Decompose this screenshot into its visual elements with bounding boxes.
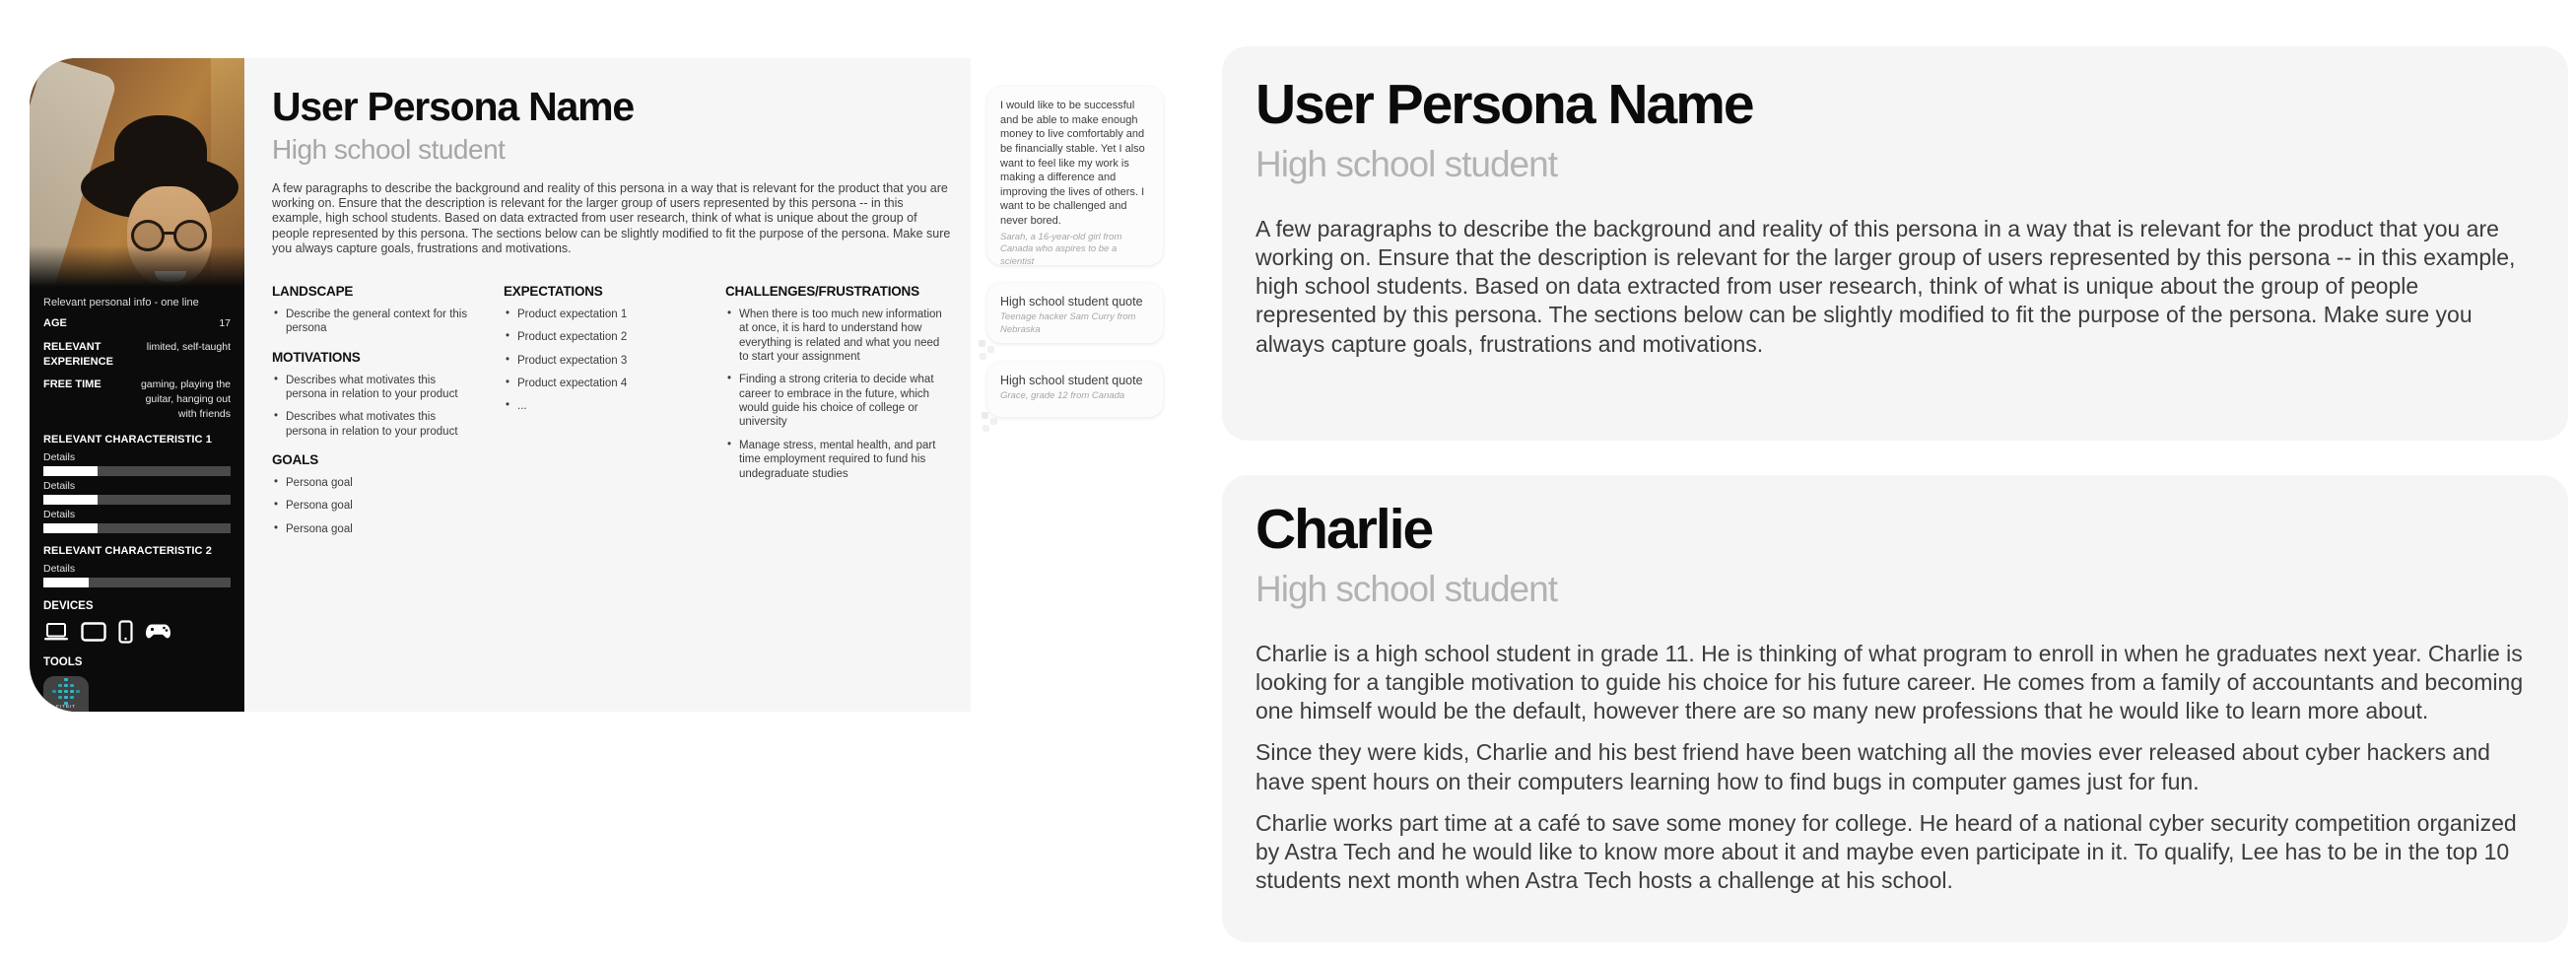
panel-title: Charlie	[1255, 498, 1433, 561]
list-item: • Finding a strong criteria to decide what career to embrace in the future, which would guide his choice of college or university	[725, 373, 947, 430]
panel-body	[1255, 640, 2527, 896]
tablet-icon	[81, 622, 106, 642]
info-row-free-time	[43, 378, 231, 423]
persona-title: User Persona Name	[272, 84, 635, 129]
photo-smile	[155, 271, 186, 282]
sticky-quote-title: High school student quote	[1000, 374, 1143, 387]
fitbit-label: FITBIT	[56, 704, 76, 710]
pixel-decoration	[979, 340, 985, 347]
sticky-quote-title: High school student quote	[1000, 295, 1143, 309]
sticky-note-quote-sam[interactable]	[987, 283, 1163, 343]
list-item: • Persona goal	[272, 522, 479, 536]
pixel-decoration	[982, 412, 988, 419]
progress-bar	[43, 466, 231, 476]
info-row-age	[43, 316, 231, 331]
info-value: 17	[219, 317, 231, 329]
progress-bar-fill	[43, 578, 89, 587]
sticky-quote-text: I would like to be successful and be able to make enough money to live comfortably and be financially stable. Yet I also want to feel like my work is making a difference and improving the lives of others. I want to be challenged and never bored.	[1000, 100, 1145, 227]
photo-glasses-left	[131, 220, 165, 251]
persona-main-area	[244, 58, 971, 712]
challenges-list	[725, 308, 955, 481]
charlie-persona-panel[interactable]	[1222, 475, 2568, 942]
section-column-1	[272, 270, 504, 545]
persona-description: A few paragraphs to describe the background and reality of this persona in a way that is relevant for the product that you are working on. Ensure that the description is relevant for the larger group of users represented by this persona -- in this example, high school students. Based on data extracted from user research, think of what is unique about the group of people represented by this persona. The sections below can be slightly modified to fit the purpose of the persona. Make sure you always capture goals, frustrations and motivations.	[272, 181, 951, 255]
persona-photo	[30, 58, 244, 287]
panel-subtitle: High school student	[1255, 568, 1557, 609]
panel-paragraph: Charlie works part time at a café to save some money for college. He heard of a national cyber security competition organized by Astra Tech and he would like to know more about it and maybe even participate in it. To qualify, Lee has to be in the top 10 students next month when Astra Tech hosts a challenge at his school.	[1255, 809, 2517, 894]
sticky-attribution: Grace, grade 12 from Canada	[1000, 390, 1125, 401]
persona-sections	[272, 270, 955, 545]
personal-info-line: Relevant personal info - one line	[43, 297, 199, 309]
characteristic-2-detail	[43, 563, 231, 587]
detail-label: Details	[43, 451, 76, 464]
progress-bar	[43, 578, 231, 587]
list-item: • Describes what motivates this persona in relation to your product	[272, 410, 479, 439]
progress-bar-fill	[43, 495, 98, 505]
challenges-heading: CHALLENGES/FRUSTRATIONS	[725, 283, 919, 299]
sticky-attribution: Sarah, a 16-year-old girl from Canada who aspires to be a scientist	[1000, 231, 1122, 268]
goals-list	[272, 476, 504, 536]
sticky-attribution: Teenage hacker Sam Curry from Nebraska	[1000, 311, 1136, 335]
characteristic-1-detail	[43, 480, 231, 505]
info-row-experience	[43, 340, 231, 369]
landscape-heading: LANDSCAPE	[272, 283, 354, 299]
list-item: • When there is too much new information at once, it is hard to understand how everything is related and what you need to start your assignment	[725, 308, 947, 365]
characteristic-1-detail	[43, 451, 231, 476]
info-value: gaming, playing the guitar, hanging out with friends	[140, 378, 231, 421]
panel-paragraph: Charlie is a high school student in grade 11. He is thinking of what program to enroll in when he graduates next year. Charlie is looking for a tangible motivation to guide his choice for his future career. He comes from a family of accountants and becoming one himself would be the default, however there are so many new professions that he would like to learn more about.	[1255, 640, 2524, 724]
progress-bar	[43, 523, 231, 533]
sticky-note-quote-sarah[interactable]	[987, 87, 1163, 268]
list-item: • ...	[504, 399, 711, 413]
template-description-panel[interactable]	[1222, 46, 2568, 441]
panel-body	[1255, 215, 2527, 359]
expectations-list	[504, 308, 725, 414]
info-label: AGE	[43, 317, 67, 329]
panel-title: User Persona Name	[1255, 73, 1753, 136]
info-value: limited, self-taught	[146, 341, 231, 354]
section-column-2	[504, 270, 725, 545]
panel-paragraph: A few paragraphs to describe the background and reality of this persona in a way that is relevant for the product that you are working on. Ensure that the description is relevant for the larger group of users represented by this persona -- in this example, high school students. Based on data extracted from user research, think of what is unique about the group of people represented by this persona. The sections below can be slightly modified to fit the purpose of the persona. Make sure you always capture goals, frustrations and motivations.	[1255, 215, 2516, 357]
list-item: • Product expectation 2	[504, 330, 711, 344]
list-item: • Describes what motivates this persona in relation to your product	[272, 374, 479, 402]
progress-bar-fill	[43, 466, 98, 476]
sticky-note-quote-grace[interactable]	[987, 362, 1163, 417]
persona-sidebar	[30, 58, 244, 712]
characteristic-1-title: RELEVANT CHARACTERISTIC 1	[43, 434, 212, 447]
devices-icon-row	[43, 620, 231, 644]
photo-hat-crown	[114, 115, 207, 188]
detail-label: Details	[43, 480, 76, 493]
devices-heading: DEVICES	[43, 600, 94, 613]
landscape-list	[272, 308, 504, 336]
laptop-icon	[43, 622, 69, 642]
list-item: • Manage stress, mental health, and part time employment required to fund his undegraduate studies	[725, 439, 947, 481]
detail-label: Details	[43, 563, 76, 576]
panel-paragraph: Since they were kids, Charlie and his best friend have been watching all the movies ever released about cyber hackers and have spent hours on their computers learning how to find bugs in computer games just for fun.	[1255, 739, 2490, 794]
list-item: • Persona goal	[272, 476, 479, 490]
list-item: • Describe the general context for this persona	[272, 308, 479, 336]
photo-glasses-right	[173, 220, 207, 251]
smartphone-icon	[118, 620, 133, 644]
list-item: • Persona goal	[272, 499, 479, 513]
list-item: • Product expectation 3	[504, 354, 711, 368]
list-item: • Product expectation 1	[504, 308, 711, 321]
fitbit-app-icon	[43, 676, 89, 712]
tools-heading: TOOLS	[43, 656, 83, 669]
characteristic-1-detail	[43, 509, 231, 533]
photo-glasses-bridge	[163, 232, 176, 235]
persona-subtitle: High school student	[272, 134, 506, 166]
motivations-heading: MOTIVATIONS	[272, 349, 361, 365]
detail-label: Details	[43, 509, 76, 521]
gamepad-icon	[145, 623, 171, 641]
expectations-heading: EXPECTATIONS	[504, 283, 603, 299]
list-item: • Product expectation 4	[504, 377, 711, 390]
panel-subtitle: High school student	[1255, 143, 1557, 184]
fitbit-dots	[64, 690, 68, 694]
goals-heading: GOALS	[272, 452, 319, 468]
persona-template-card[interactable]	[30, 58, 971, 712]
motivations-list	[272, 374, 504, 440]
progress-bar-fill	[43, 523, 98, 533]
progress-bar	[43, 495, 231, 505]
info-label: RELEVANT EXPERIENCE	[43, 341, 113, 368]
section-column-3	[725, 270, 955, 545]
info-label: FREE TIME	[43, 378, 102, 390]
characteristic-2-title: RELEVANT CHARACTERISTIC 2	[43, 545, 212, 558]
